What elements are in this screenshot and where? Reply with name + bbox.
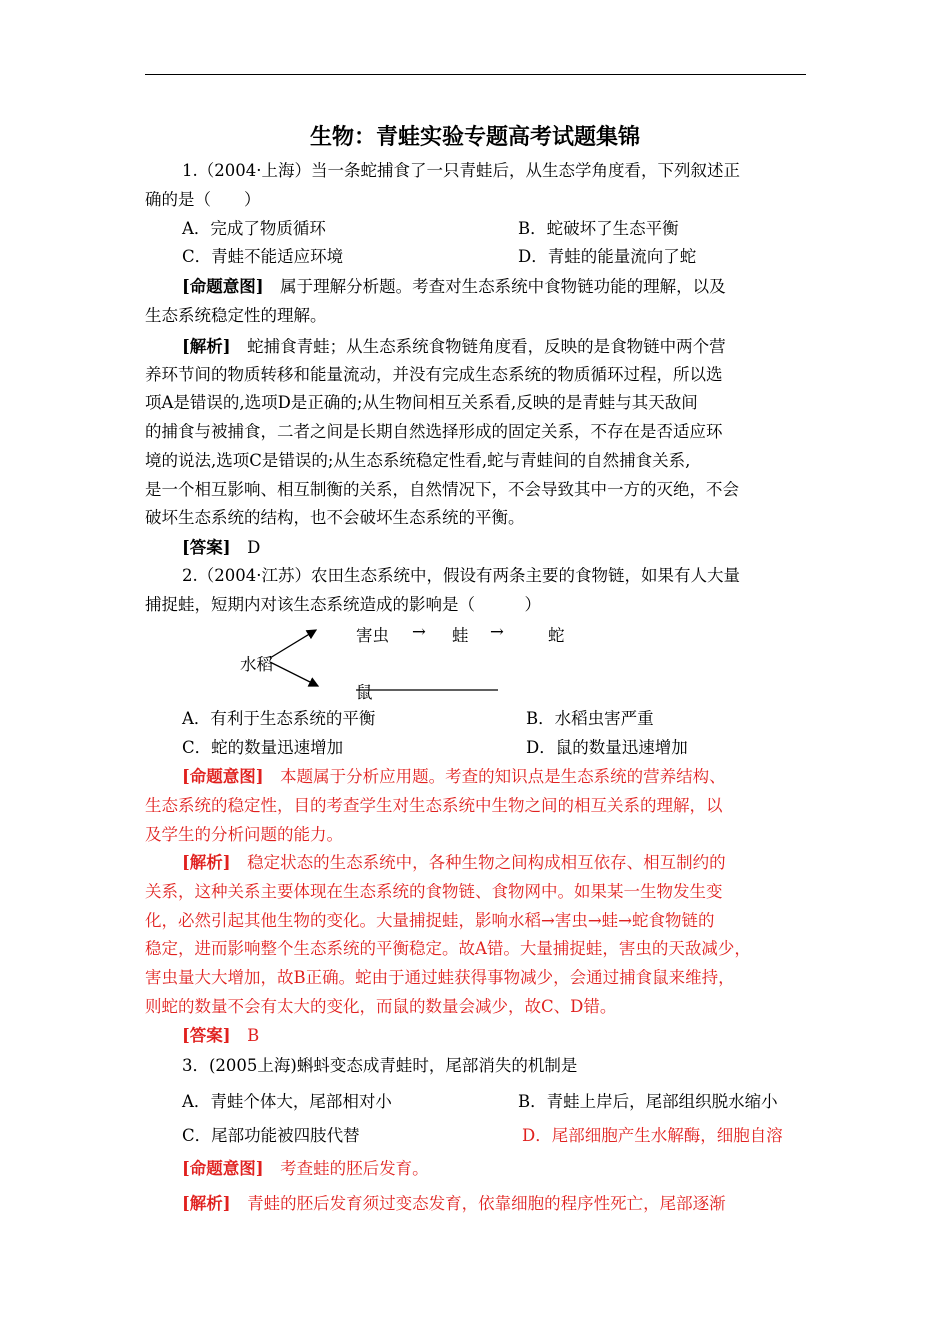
q2-analysis-line2: 关系，这种关系主要体现在生态系统的食物链、食物网中。如果某一生物发生变 [145,882,723,901]
q3-option-a: A．青蛙个体大，尾部相对小 [182,1092,392,1111]
q2-option-c: C．蛇的数量迅速增加 [182,738,344,757]
q2-analysis-line3: 化，必然引起其他生物的变化。大量捕捉蛙，影响水稻→害虫→蛙→蛇食物链的 [145,911,715,930]
diagram-arrow-2: → [490,622,504,641]
q2-intent-tag: [命题意图] [182,767,264,786]
q1-analysis-line5: 境的说法,选项C是错误的;从生态系统稳定性看,蛇与青蛙间的自然捕食关系, [145,451,691,470]
q1-option-b: B．蛇破坏了生态平衡 [518,219,679,238]
q1-intent-text: 属于理解分析题。考查对生态系统中食物链功能的理解，以及 [280,277,726,296]
arrow-to-pest [270,630,316,658]
q1-stem-line2: 确的是（ ） [145,190,261,209]
diagram-rice: 水稻 [240,655,273,674]
q3-analysis-text: 青蛙的胚后发育须过变态发育，依靠细胞的程序性死亡，尾部逐渐 [247,1194,726,1213]
q1-analysis-line4: 的捕食与被捕食，二者之间是长期自然选择形成的固定关系，不存在是否适应环 [145,422,723,441]
q3-intent-text: 考查蛙的胚后发育。 [280,1159,429,1178]
diagram-mouse: 鼠 [356,683,373,702]
q2-analysis-line1 [182,852,726,874]
q1-stem-line1: 1.（2004·上海）当一条蛇捕食了一只青蛙后，从生态学角度看，下列叙述正 [182,161,740,180]
q2-intent-text: 本题属于分析应用题。考查的知识点是生态系统的营养结构、 [280,767,726,786]
q2-option-b: B．水稻虫害严重 [526,709,654,728]
q2-answer [182,1025,259,1047]
q3-analysis-line1 [182,1193,726,1215]
q2-answer-tag: [答案] [182,1026,231,1045]
q1-option-c: C．青蛙不能适应环境 [182,247,344,266]
diagram-snake: 蛇 [548,626,565,645]
diagram-pest: 害虫 [356,626,389,645]
q3-option-d: D．尾部细胞产生水解酶，细胞自溶 [522,1126,783,1145]
q2-analysis-line5: 害虫量大大增加，故B正确。蛇由于通过蛙获得事物减少，会通过捕食鼠来维持， [145,968,735,987]
q2-analysis-line4: 稳定，进而影响整个生态系统的平衡稳定。故A错。大量捕捉蛙，害虫的天敌减少， [145,939,751,958]
q2-option-a: A．有利于生态系统的平衡 [182,709,376,728]
diagram-frog: 蛙 [452,626,469,645]
q3-intent-tag: [命题意图] [182,1159,264,1178]
q1-answer-value: D [247,538,261,557]
q1-analysis-line2: 养环节间的物质转移和能量流动，并没有完成生态系统的物质循环过程，所以选 [145,365,723,384]
q3-option-b: B．青蛙上岸后，尾部组织脱水缩小 [518,1092,778,1111]
q3-intent-line1 [182,1158,429,1180]
q3-option-c: C．尾部功能被四肢代替 [182,1126,360,1145]
q1-analysis-tag: [解析] [182,337,231,356]
q1-analysis-line6: 是一个相互影响、相互制衡的关系，自然情况下，不会导致其中一方的灭绝，不会 [145,480,739,499]
diagram-arrow-1: → [412,622,426,641]
q3-stem: 3．(2005上海)蝌蚪变态成青蛙时，尾部消失的机制是 [182,1056,578,1075]
q3-analysis-tag: [解析] [182,1194,231,1213]
q1-answer-tag: [答案] [182,538,231,557]
arrow-to-mouse [270,662,318,686]
q1-intent-line2: 生态系统稳定性的理解。 [145,306,327,325]
q1-option-a: A．完成了物质循环 [182,219,326,238]
q2-analysis-text: 稳定状态的生态系统中，各种生物之间构成相互依存、相互制约的 [247,853,726,872]
q2-intent-line2: 生态系统的稳定性，目的考查学生对生态系统中生物之间的相互关系的理解，以 [145,796,723,815]
q2-option-d: D．鼠的数量迅速增加 [526,738,688,757]
q1-option-d: D．青蛙的能量流向了蛇 [518,247,697,266]
q2-analysis-line6: 则蛇的数量不会有太大的变化，而鼠的数量会减少，故C、D错。 [145,997,617,1016]
q2-intent-line3: 及学生的分析问题的能力。 [145,825,343,844]
q2-stem-line1: 2.（2004·江苏）农田生态系统中，假设有两条主要的食物链，如果有人大量 [182,566,740,585]
q1-analysis-line3: 项A是错误的,选项D是正确的;从生物间相互关系看,反映的是青蛙与其天敌间 [145,393,698,412]
q2-answer-value: B [247,1026,260,1045]
q2-intent-line1 [182,766,726,788]
q2-analysis-tag: [解析] [182,853,231,872]
page-title: 生物：青蛙实验专题高考试题集锦 [309,125,640,150]
q1-intent-tag: [命题意图] [182,277,264,296]
q1-analysis-text: 蛇捕食青蛙；从生态系统食物链角度看，反映的是食物链中两个营 [247,337,726,356]
q1-analysis-line7: 破坏生态系统的结构，也不会破坏生态系统的平衡。 [145,508,525,527]
q2-stem-line2: 捕捉蛙，短期内对该生态系统造成的影响是（ ） [145,595,541,614]
